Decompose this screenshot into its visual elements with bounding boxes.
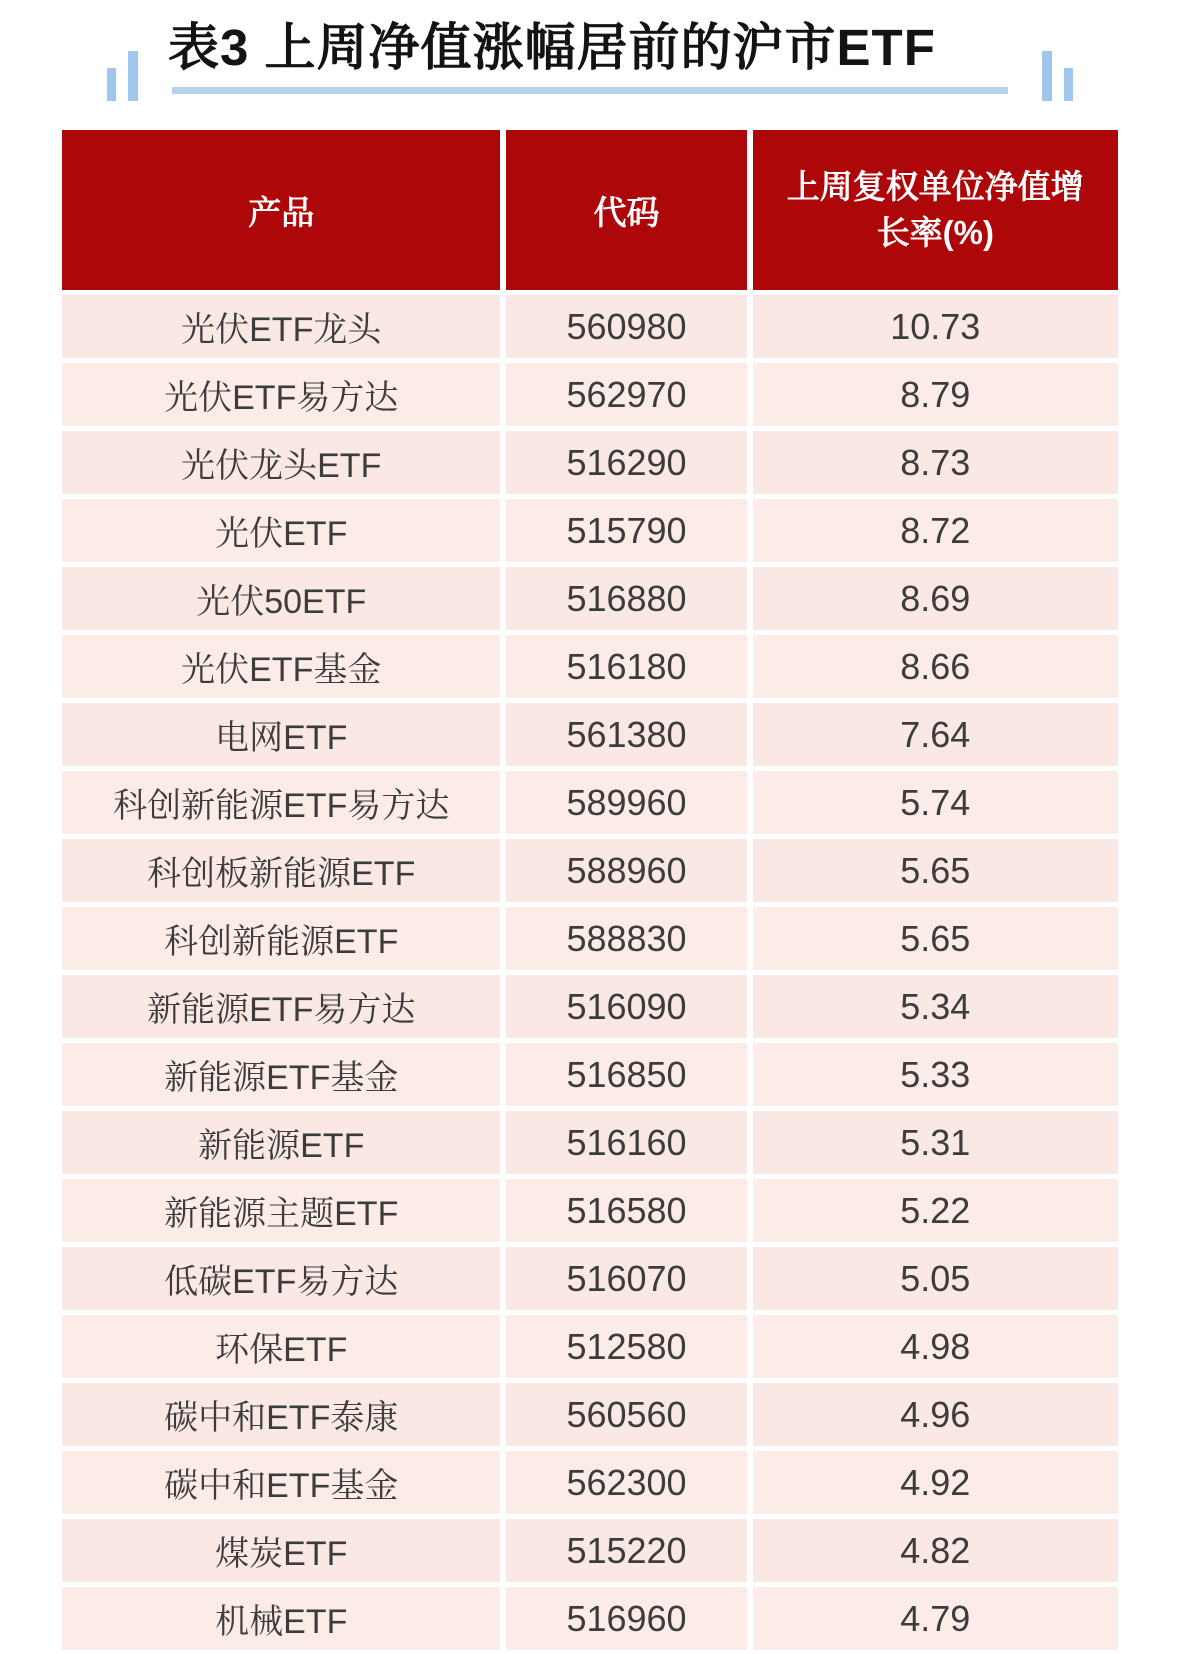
- growth-cell: 4.92: [753, 1451, 1118, 1514]
- column-header-growth: [753, 130, 1118, 290]
- product-cell: 电网ETF: [62, 703, 500, 766]
- growth-cell: 10.73: [753, 295, 1118, 358]
- table-row: [62, 1451, 1118, 1514]
- table-row: [62, 1315, 1118, 1378]
- product-cell: 科创新能源ETF: [62, 907, 500, 970]
- code-cell: 562970: [506, 363, 746, 426]
- growth-cell: 5.31: [753, 1111, 1118, 1174]
- table-row: [62, 839, 1118, 902]
- column-header-product: [62, 130, 500, 290]
- growth-cell: 4.96: [753, 1383, 1118, 1446]
- product-cell: 光伏50ETF: [62, 567, 500, 630]
- quote-decoration-left-short-bar: [107, 68, 116, 101]
- quote-decoration-right-tall-bar: [1042, 51, 1052, 101]
- table-row: [62, 771, 1118, 834]
- product-cell: 光伏ETF易方达: [62, 363, 500, 426]
- product-cell: 新能源主题ETF: [62, 1179, 500, 1242]
- quote-decoration-right-short-bar: [1064, 68, 1073, 101]
- product-cell: 新能源ETF基金: [62, 1043, 500, 1106]
- code-cell: 516850: [506, 1043, 746, 1106]
- growth-cell: 8.66: [753, 635, 1118, 698]
- code-cell: 516960: [506, 1587, 746, 1650]
- code-cell: 515790: [506, 499, 746, 562]
- column-header-code: [506, 130, 746, 290]
- code-cell: 560980: [506, 295, 746, 358]
- table-row: [62, 363, 1118, 426]
- column-header-product-label: 产品: [248, 193, 315, 231]
- code-cell: 516290: [506, 431, 746, 494]
- growth-cell: 8.79: [753, 363, 1118, 426]
- table-row: [62, 1247, 1118, 1310]
- growth-cell: 7.64: [753, 703, 1118, 766]
- column-header-code-label: 代码: [593, 193, 660, 231]
- table-row: [62, 1383, 1118, 1446]
- etf-table: [62, 130, 1118, 1650]
- product-cell: 环保ETF: [62, 1315, 500, 1378]
- code-cell: 588960: [506, 839, 746, 902]
- table-row: [62, 431, 1118, 494]
- table-row: [62, 1179, 1118, 1242]
- code-cell: 516580: [506, 1179, 746, 1242]
- product-cell: 机械ETF: [62, 1587, 500, 1650]
- column-header-growth-label: 上周复权单位净值增长率(%): [786, 167, 1084, 251]
- code-cell: 516070: [506, 1247, 746, 1310]
- table-body: [62, 295, 1118, 1650]
- growth-cell: 5.74: [753, 771, 1118, 834]
- table-row: [62, 1519, 1118, 1582]
- code-cell: 561380: [506, 703, 746, 766]
- product-cell: 新能源ETF易方达: [62, 975, 500, 1038]
- table-header-row: [62, 130, 1118, 290]
- growth-cell: 5.22: [753, 1179, 1118, 1242]
- product-cell: 低碳ETF易方达: [62, 1247, 500, 1310]
- growth-cell: 8.72: [753, 499, 1118, 562]
- title-underline: [172, 87, 1008, 94]
- product-cell: 煤炭ETF: [62, 1519, 500, 1582]
- product-cell: 光伏ETF: [62, 499, 500, 562]
- growth-cell: 5.65: [753, 839, 1118, 902]
- table-row: [62, 975, 1118, 1038]
- growth-cell: 8.73: [753, 431, 1118, 494]
- code-cell: 589960: [506, 771, 746, 834]
- growth-cell: 8.69: [753, 567, 1118, 630]
- table-row: [62, 499, 1118, 562]
- code-cell: 515220: [506, 1519, 746, 1582]
- growth-cell: 4.79: [753, 1587, 1118, 1650]
- table-row: [62, 1043, 1118, 1106]
- table-row: [62, 635, 1118, 698]
- table-row: [62, 703, 1118, 766]
- title-block: [0, 0, 1179, 130]
- growth-cell: 4.98: [753, 1315, 1118, 1378]
- table-row: [62, 907, 1118, 970]
- code-cell: 516880: [506, 567, 746, 630]
- code-cell: 562300: [506, 1451, 746, 1514]
- product-cell: 光伏ETF龙头: [62, 295, 500, 358]
- table-row: [62, 1111, 1118, 1174]
- growth-cell: 5.33: [753, 1043, 1118, 1106]
- table-row: [62, 567, 1118, 630]
- code-cell: 516160: [506, 1111, 746, 1174]
- product-cell: 光伏ETF基金: [62, 635, 500, 698]
- quote-decoration-left-tall-bar: [128, 51, 138, 101]
- code-cell: 516090: [506, 975, 746, 1038]
- product-cell: 碳中和ETF泰康: [62, 1383, 500, 1446]
- growth-cell: 5.65: [753, 907, 1118, 970]
- code-cell: 560560: [506, 1383, 746, 1446]
- code-cell: 512580: [506, 1315, 746, 1378]
- growth-cell: 5.05: [753, 1247, 1118, 1310]
- table-row: [62, 295, 1118, 358]
- product-cell: 科创板新能源ETF: [62, 839, 500, 902]
- page-title: 表3 上周净值涨幅居前的沪市ETF: [168, 19, 936, 76]
- growth-cell: 5.34: [753, 975, 1118, 1038]
- code-cell: 588830: [506, 907, 746, 970]
- product-cell: 碳中和ETF基金: [62, 1451, 500, 1514]
- product-cell: 科创新能源ETF易方达: [62, 771, 500, 834]
- code-cell: 516180: [506, 635, 746, 698]
- product-cell: 新能源ETF: [62, 1111, 500, 1174]
- table-row: [62, 1587, 1118, 1650]
- product-cell: 光伏龙头ETF: [62, 431, 500, 494]
- growth-cell: 4.82: [753, 1519, 1118, 1582]
